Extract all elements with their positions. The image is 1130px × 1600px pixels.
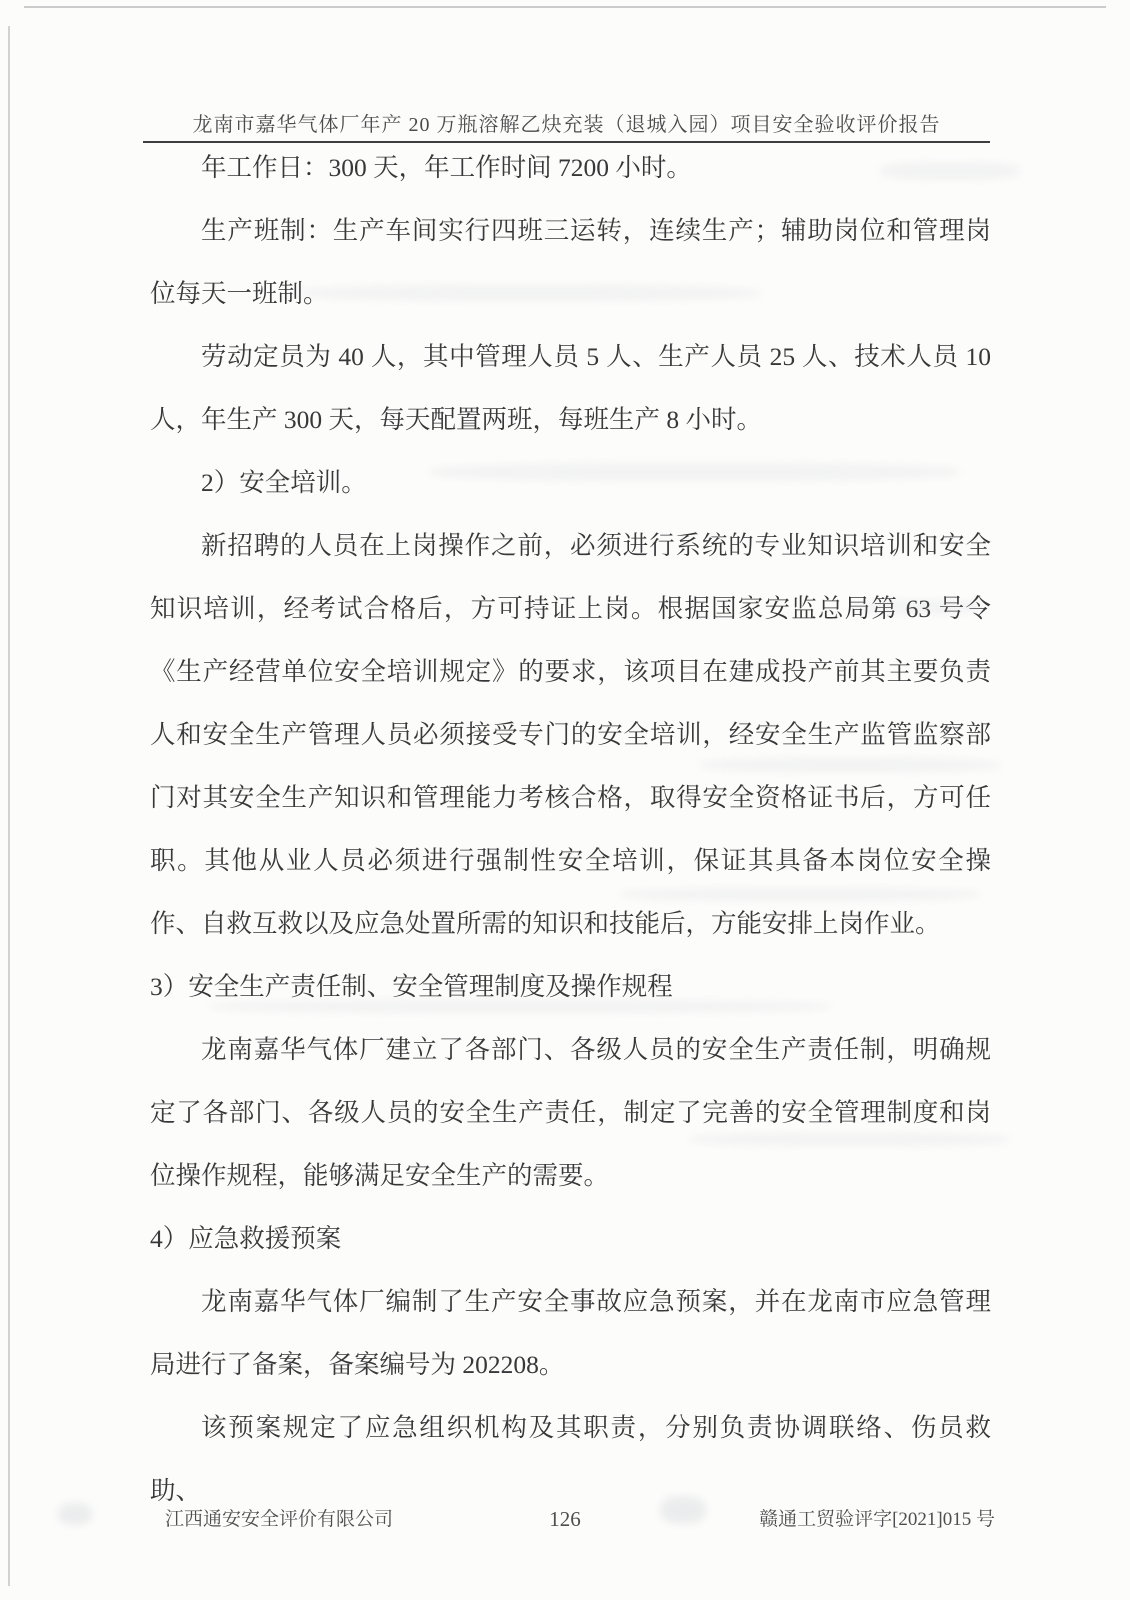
page-footer: [0, 1498, 1130, 1538]
paragraph: 4）应急救援预案: [150, 1224, 342, 1253]
footer-page-number: 126: [549, 1507, 581, 1531]
paragraph: 生产班制：生产车间实行四班三运转，连续生产；辅助岗位和管理岗位每天一班制。: [150, 216, 991, 308]
document-body: [150, 136, 991, 1522]
scan-edge-left: [8, 26, 10, 1586]
paragraph: 龙南嘉华气体厂编制了生产安全事故应急预案，并在龙南市应急管理局进行了备案，备案编号为 202208。: [150, 1287, 991, 1379]
footer-company: 江西通安安全评价有限公司: [165, 1509, 394, 1530]
footer-doc-number: 赣通工贸验评字[2021]015 号: [759, 1509, 995, 1530]
paragraph: 年工作日：300 天，年工作时间 7200 小时。: [201, 153, 692, 182]
paragraph: 该预案规定了应急组织机构及其职责，分别负责协调联络、伤员救助、: [150, 1413, 991, 1505]
page-header-title: 龙南市嘉华气体厂年产 20 万瓶溶解乙炔充装（退城入园）项目安全验收评价报告: [192, 114, 941, 136]
paragraph: 劳动定员为 40 人，其中管理人员 5 人、生产人员 25 人、技术人员 10 人，年生产 300 天，每天配置两班，每班生产 8 小时。: [150, 342, 991, 434]
scan-edge-top: [24, 6, 1106, 8]
paragraph: 3）安全生产责任制、安全管理制度及操作规程: [150, 972, 673, 1001]
paragraph: 新招聘的人员在上岗操作之前，必须进行系统的专业知识培训和安全知识培训，经考试合格后，方可持证上岗。根据国家安监总局第 63 号令《生产经营单位安全培训规定》的要求，该项目在建成投产前其主要负责人和安全生产管理人员必须接受专门的安全培训，经安全生产监管监察部门对其安全生产知识和管理能力考核合格，取得安全资格证书后，方可任职。其他从业人员必须进行强制性安全培训，保证其具备本岗位安全操作、自救互救以及应急处置所需的知识和技能后，方能安排上岗作业。: [150, 531, 991, 938]
paragraph: 2）安全培训。: [201, 468, 367, 497]
paragraph: 龙南嘉华气体厂建立了各部门、各级人员的安全生产责任制，明确规定了各部门、各级人员的安全生产责任，制定了完善的安全管理制度和岗位操作规程，能够满足安全生产的需要。: [150, 1035, 991, 1190]
